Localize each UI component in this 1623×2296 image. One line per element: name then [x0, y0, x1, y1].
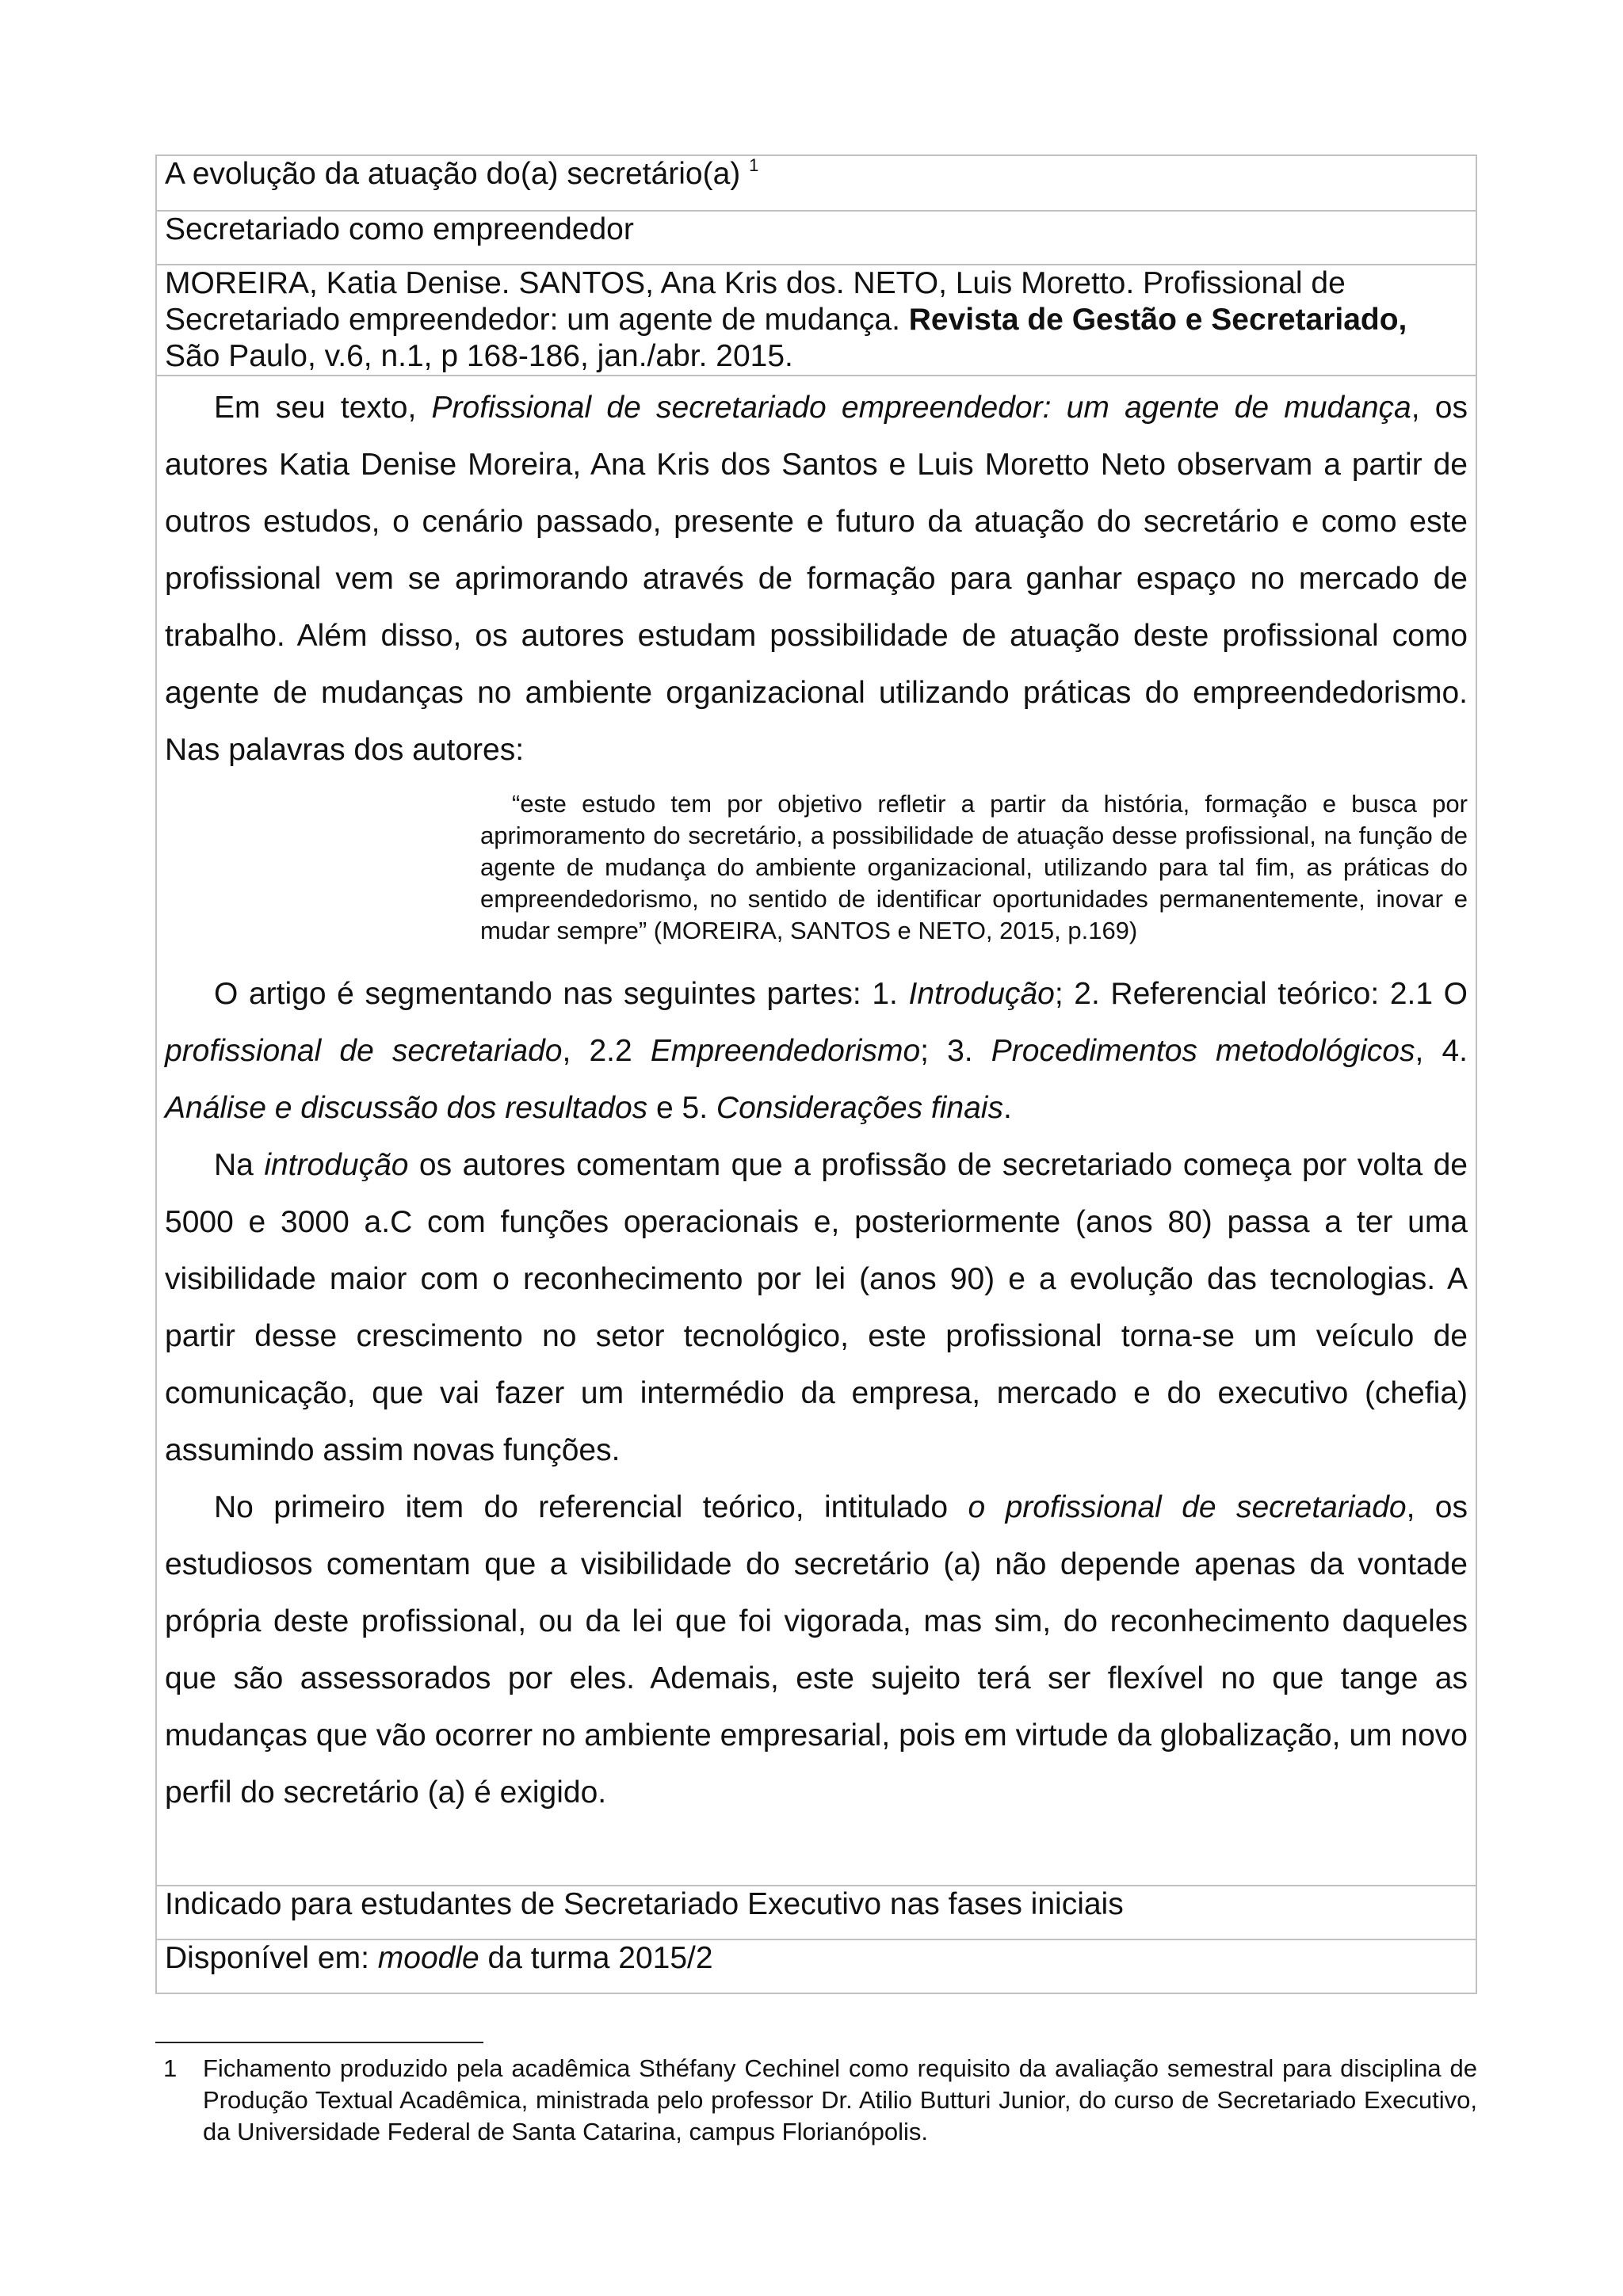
title-cell: [156, 155, 1476, 211]
title-footnote-mark[interactable]: 1: [749, 155, 759, 175]
body-row: [156, 376, 1476, 1886]
availability-row: [156, 1939, 1476, 1993]
availability-suffix: da turma 2015/2: [479, 1941, 713, 1975]
availability-cell: [156, 1939, 1476, 1993]
footnote-text: Fichamento produzido pela acadêmica Sthéfany Cechinel como requisito da avaliação semestral para disciplina de Produção Textual Acadêmica, ministrada pelo professor Dr. Atilio Butturi Junior, do curso de Secretariado Executivo, da Universidade Federal de Santa Catarina, campus Florianópolis.: [203, 2054, 1477, 2145]
p2-italic-1: Introdução: [908, 977, 1055, 1011]
paragraph-3: [165, 1137, 1468, 1479]
p2-italic-4: Procedimentos metodológicos: [991, 1034, 1415, 1068]
p2-italic-3: Empreendedorismo: [650, 1034, 921, 1068]
p2-text-d: ; 3.: [920, 1034, 991, 1068]
p2-text-f: e 5.: [647, 1091, 716, 1125]
p2-italic-5: Análise e discussão dos resultados: [165, 1091, 648, 1125]
subtitle-cell: Secretariado como empreendedor: [156, 211, 1476, 265]
footnote-separator: [155, 2042, 483, 2043]
p3-text-a: Na: [214, 1148, 265, 1182]
p4-italic-1: o profissional de secretariado: [968, 1490, 1407, 1524]
paragraph-1: [165, 379, 1468, 779]
reading-card-table: [155, 154, 1477, 1994]
p4-text-a: No primeiro item do referencial teórico, intitulado: [214, 1490, 968, 1524]
p2-italic-6: Considerações finais: [716, 1091, 1003, 1125]
paragraph-4: [165, 1479, 1468, 1821]
footnote-number: 1: [163, 2054, 178, 2082]
reference-journal: Revista de Gestão e Secretariado,: [908, 303, 1407, 337]
reference-cell: [156, 265, 1476, 376]
card-title: A evolução da atuação do(a) secretário(a): [165, 157, 741, 191]
p2-text-e: , 4.: [1415, 1034, 1468, 1068]
block-quote: “este estudo tem por objetivo refletir a partir da história, formação e busca por aprimoramento do secretário, a possibilidade de atuação desse profissional, na função de agente de mudança do ambiente organizacional, utilizando para tal fim, as práticas do empreendedorismo, no sentido de identificar oportunidades permanentemente, inovar e mudar sempre” (MOREIRA, SANTOS e NETO, 2015, p.169): [480, 790, 1468, 944]
p2-text-g: .: [1002, 1091, 1012, 1125]
p3-text-b: os autores comentam que a profissão de secretariado começa por volta de 5000 e 3000 a.C com funções operacionais e, posteriormente (anos 80) passa a ter uma visibilidade maior com o reconhecimento por lei (anos 90) e a evolução das tecnologias. A partir desse crescimento no setor tecnológico, este profissional torna-se um veículo de comunicação, que vai fazer um intermédio da empresa, mercado e do executivo (chefia) assumindo assim novas funções.: [165, 1148, 1468, 1467]
p2-italic-2: profissional de secretariado: [165, 1034, 563, 1068]
p4-text-b: , os estudiosos comentam que a visibilidade do secretário (a) não depende apenas da vontade própria deste profissional, ou da lei que foi vigorada, mas sim, do reconhecimento daqueles que são assessorados por eles. Ademais, este sujeito terá ser flexível no que tange as mudanças que vão ocorrer no ambiente empresarial, pois em virtude da globalização, um novo perfil do secretário (a) é exigido.: [165, 1490, 1468, 1810]
subtitle-row: [156, 211, 1476, 265]
paragraph-2: [165, 966, 1468, 1137]
body-cell: [156, 376, 1476, 1886]
availability-prefix: Disponível em:: [165, 1941, 378, 1975]
reference-authors: MOREIRA, Katia Denise. SANTOS, Ana Kris dos. NETO, Luis Moretto. Profissional de Secretariado empreendedor: um agente de mudança.: [165, 266, 1346, 337]
p3-italic-1: introdução: [264, 1148, 409, 1182]
reference-row: [156, 265, 1476, 376]
p1-text-a: Em seu texto,: [214, 391, 432, 425]
indication-row: [156, 1886, 1476, 1939]
p1-text-b: , os autores Katia Denise Moreira, Ana Kris dos Santos e Luis Moretto Neto observam a partir de outros estudos, o cenário passado, presente e futuro da atuação do secretário e como este profissional vem se aprimorando através de formação para ganhar espaço no mercado de trabalho. Além disso, os autores estudam possibilidade de atuação deste profissional como agente de mudanças no ambiente organizacional utilizando práticas do empreendedorismo. Nas palavras dos autores:: [165, 391, 1468, 767]
indication-cell: Indicado para estudantes de Secretariado Executivo nas fases iniciais: [156, 1886, 1476, 1939]
availability-platform: moodle: [377, 1941, 479, 1975]
title-row: [156, 155, 1476, 211]
reference-details: São Paulo, v.6, n.1, p 168-186, jan./abr. 2015.: [165, 339, 793, 373]
p2-text-c: , 2.2: [562, 1034, 651, 1068]
footnote: [155, 2053, 1477, 2148]
p2-text-b: ; 2. Referencial teórico: 2.1 O: [1054, 977, 1468, 1011]
p2-text-a: O artigo é segmentando nas seguintes partes: 1.: [214, 977, 909, 1011]
p1-article-title: Profissional de secretariado empreendedor: um agente de mudança: [431, 391, 1411, 425]
